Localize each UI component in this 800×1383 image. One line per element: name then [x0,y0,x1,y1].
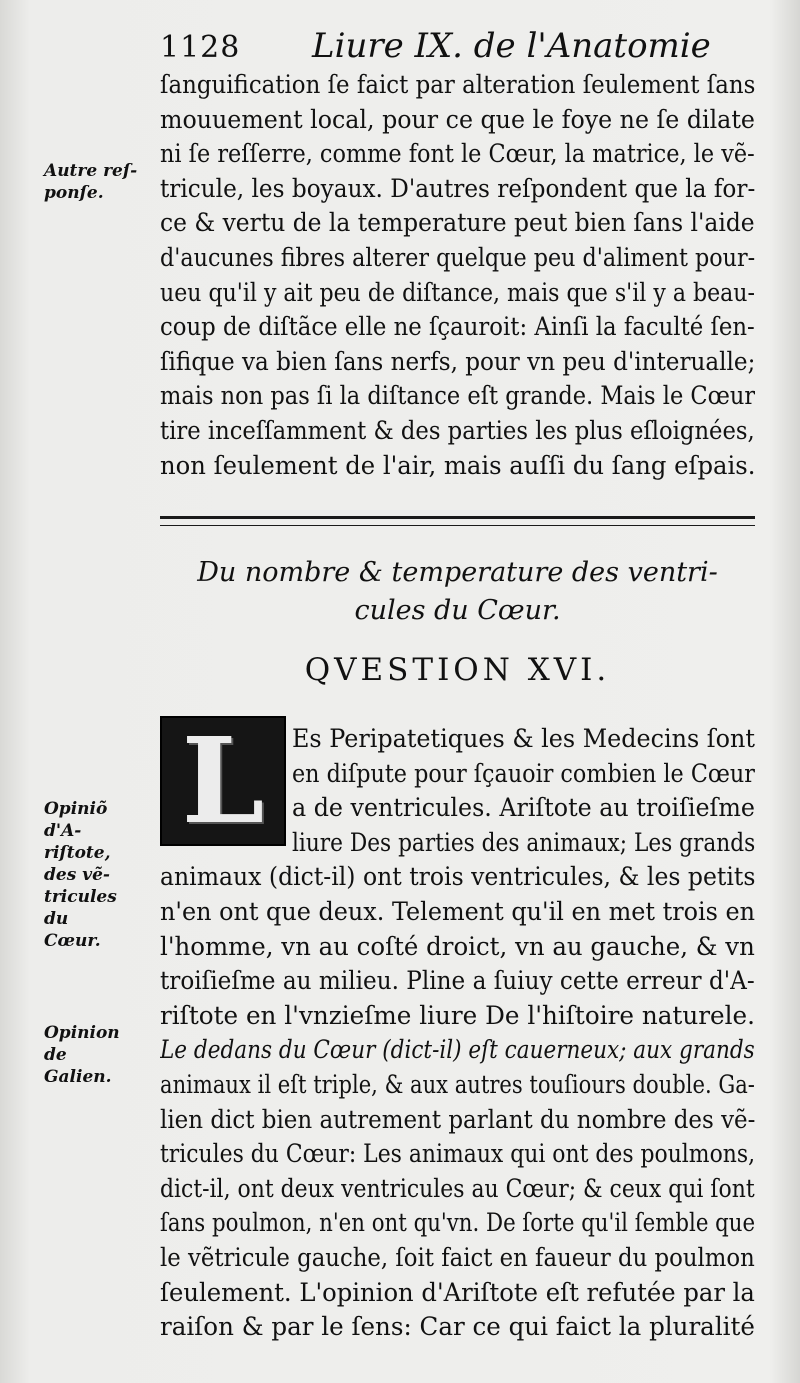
text-line: n'en ont que deux. Telement qu'il en met trois en [160,897,755,927]
margin-note-autre-response: Autre reſ- ponſe. [44,161,138,203]
text-line: ſans poulmon, n'en ont qu'vn. De ſorte qu'il ſemble que [160,1208,755,1239]
section-heading: Du nombre & temperature des ventri- cules du Cœur. [197,557,718,626]
text-line: troiſieſme au milieu. Pline a ſuiuy cette erreur d'A- [160,966,755,997]
text-line: riſtote en l'vnzieſme liure De l'hiſtoire naturele. [160,1000,755,1031]
text-line: ſanguification ſe faict par alteration ſeulement ſans [160,70,755,100]
text-line-full [160,860,755,895]
page-header [160,22,760,72]
text-line: mouuement local, pour ce que le foye ne ſe dilate [160,104,755,135]
section-divider [160,516,755,526]
question-title: QVESTION XVI. [304,652,611,688]
text-line: animaux (dict-il) ont trois ventricules, & les petits [160,862,755,892]
text-line: animaux il eſt triple, & aux autres touſiours double. Ga- [160,1069,755,1100]
folio-number: 1128 [160,30,241,65]
text-line: ce & vertu de la temperature peut bien ſans l'aide [160,208,755,239]
initial-letter: L [181,711,265,850]
text-line: coup de diſtãce elle ne ſçauroit: Ainſi la faculté ſen- [160,312,755,343]
text-line: lien dict bien autrement parlant du nombre des vẽ- [160,1104,755,1135]
text-line: non ſeulement de l'air, mais auſſi du ſang eſpais. [160,450,755,481]
text-line: le vẽtricule gauche, ſoit faict en faueur du poulmon [160,1242,755,1273]
text-line: mais non pas ſi la diſtance eſt grande. Mais le Cœur [160,381,755,412]
text-line: ni ſe reſſerre, comme font le Cœur, la matrice, le vẽ- [160,139,755,170]
text-line: a de ventricules. Ariſtote au troiſieſme [292,793,755,824]
text-line: l'homme, vn au coſté droict, vn au gauche, & vn [160,931,755,962]
text-line: ſeulement. L'opinion d'Ariſtote eſt refutée par la [160,1277,755,1308]
running-title: Liure IX. de l'Anatomie [312,26,711,66]
text-line: Le dedans du Cœur (dict-il) eſt cauerneux; aux grands [160,1035,755,1066]
text-line: ueu qu'il y ait peu de diſtance, mais que s'il y a beau- [160,277,755,308]
text-line: en diſpute pour ſçauoir combien le Cœur [292,758,755,789]
text-block-top [160,68,755,483]
text-block-beside-initial [292,722,755,860]
text-line: liure Des parties des animaux; Les grands [292,827,755,858]
text-line: tricules du Cœur: Les animaux qui ont des poulmons, [160,1139,755,1170]
decorated-initial [160,711,286,850]
text-line: Es Peripatetiques & les Medecins ſont [292,724,755,754]
text-line: ſifique va bien ſans nerfs, pour vn peu d'interualle; [160,346,755,377]
text-line: tire inceſſamment & des parties les plus eſloignées, [160,415,755,446]
margin-note-opinion-galien: Opinion de Galien. [44,1023,120,1087]
text-line: dict-il, ont deux ventricules au Cœur; & ceux qui ſont [160,1173,755,1204]
text-block-bottom [160,895,755,1345]
text-line: raiſon & par le ſens: Car ce qui faict la pluralité [160,1312,755,1343]
margin-note-opinion-aristote: Opiniõ d'A- riſtote, des vẽ- tricules du Cœur. [44,799,117,951]
text-line: d'aucunes fibres alterer quelque peu d'aliment pour- [160,242,755,273]
text-line: tricule, les boyaux. D'autres reſpondent que la for- [160,173,755,204]
